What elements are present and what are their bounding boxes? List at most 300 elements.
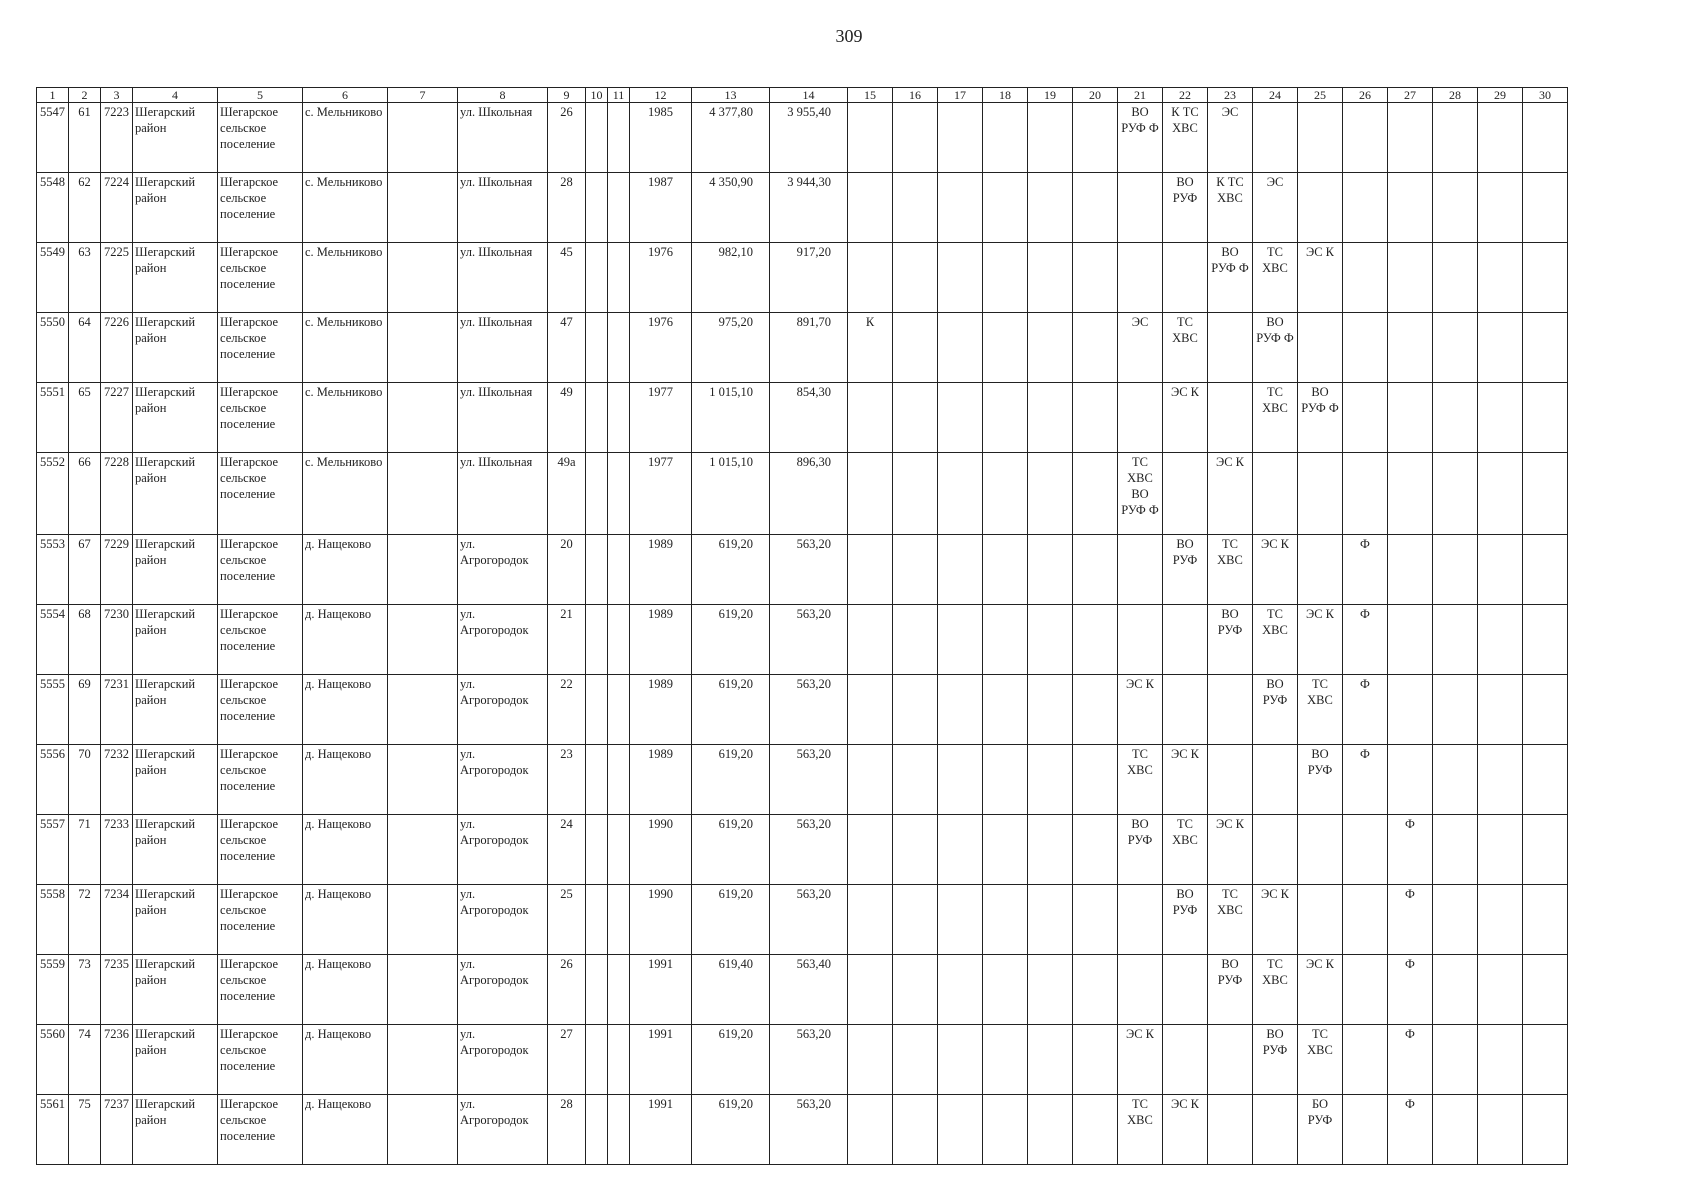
cell-col-11 xyxy=(608,815,630,885)
cell-col-27: Ф xyxy=(1388,885,1433,955)
cell-col-23 xyxy=(1208,1095,1253,1165)
cell-col-8: ул. Агрогородок xyxy=(458,535,548,605)
cell-col-21 xyxy=(1118,605,1163,675)
cell-col-1: 5553 xyxy=(37,535,69,605)
cell-col-12: 1989 xyxy=(630,675,692,745)
cell-col-13: 619,40 xyxy=(692,955,770,1025)
column-header-11: 11 xyxy=(608,88,630,103)
table-row xyxy=(37,173,1568,243)
cell-col-16 xyxy=(893,885,938,955)
cell-col-30 xyxy=(1523,1095,1568,1165)
cell-col-2: 61 xyxy=(69,103,101,173)
cell-col-4: Шегарский район xyxy=(133,1095,218,1165)
cell-col-23: ВО РУФ Ф xyxy=(1208,243,1253,313)
cell-col-26 xyxy=(1343,173,1388,243)
table-row xyxy=(37,745,1568,815)
cell-col-1: 5548 xyxy=(37,173,69,243)
cell-col-24 xyxy=(1253,453,1298,535)
cell-col-20 xyxy=(1073,885,1118,955)
cell-col-21: ЭС К xyxy=(1118,1025,1163,1095)
cell-col-27 xyxy=(1388,173,1433,243)
cell-col-2: 64 xyxy=(69,313,101,383)
cell-col-3: 7233 xyxy=(101,815,133,885)
cell-col-21: ЭС xyxy=(1118,313,1163,383)
cell-col-20 xyxy=(1073,955,1118,1025)
cell-col-17 xyxy=(938,383,983,453)
cell-col-7 xyxy=(388,243,458,313)
cell-col-28 xyxy=(1433,383,1478,453)
cell-col-10 xyxy=(586,1095,608,1165)
cell-col-21: ЭС К xyxy=(1118,675,1163,745)
cell-col-19 xyxy=(1028,1025,1073,1095)
cell-col-3: 7223 xyxy=(101,103,133,173)
cell-col-14: 854,30 xyxy=(770,383,848,453)
cell-col-27 xyxy=(1388,453,1433,535)
cell-col-10 xyxy=(586,313,608,383)
cell-col-13: 1 015,10 xyxy=(692,383,770,453)
cell-col-17 xyxy=(938,453,983,535)
cell-col-19 xyxy=(1028,453,1073,535)
table-row xyxy=(37,815,1568,885)
cell-col-19 xyxy=(1028,745,1073,815)
cell-col-20 xyxy=(1073,605,1118,675)
cell-col-9: 20 xyxy=(548,535,586,605)
cell-col-17 xyxy=(938,605,983,675)
cell-col-26: Ф xyxy=(1343,745,1388,815)
cell-col-16 xyxy=(893,815,938,885)
cell-col-13: 619,20 xyxy=(692,1095,770,1165)
cell-col-1: 5555 xyxy=(37,675,69,745)
cell-col-14: 563,20 xyxy=(770,1025,848,1095)
cell-col-9: 26 xyxy=(548,955,586,1025)
cell-col-27: Ф xyxy=(1388,1025,1433,1095)
cell-col-18 xyxy=(983,955,1028,1025)
cell-col-1: 5559 xyxy=(37,955,69,1025)
cell-col-16 xyxy=(893,535,938,605)
cell-col-9: 27 xyxy=(548,1025,586,1095)
cell-col-24: ВО РУФ xyxy=(1253,1025,1298,1095)
cell-col-13: 619,20 xyxy=(692,745,770,815)
column-header-10: 10 xyxy=(586,88,608,103)
cell-col-23 xyxy=(1208,675,1253,745)
cell-col-29 xyxy=(1478,383,1523,453)
cell-col-26 xyxy=(1343,815,1388,885)
cell-col-29 xyxy=(1478,815,1523,885)
cell-col-17 xyxy=(938,243,983,313)
cell-col-23: ЭС К xyxy=(1208,815,1253,885)
cell-col-2: 67 xyxy=(69,535,101,605)
cell-col-3: 7234 xyxy=(101,885,133,955)
cell-col-4: Шегарский район xyxy=(133,453,218,535)
cell-col-8: ул. Агрогородок xyxy=(458,745,548,815)
cell-col-20 xyxy=(1073,745,1118,815)
cell-col-21 xyxy=(1118,955,1163,1025)
cell-col-30 xyxy=(1523,1025,1568,1095)
cell-col-17 xyxy=(938,675,983,745)
column-header-8: 8 xyxy=(458,88,548,103)
cell-col-3: 7227 xyxy=(101,383,133,453)
cell-col-7 xyxy=(388,885,458,955)
cell-col-26 xyxy=(1343,313,1388,383)
cell-col-19 xyxy=(1028,675,1073,745)
cell-col-17 xyxy=(938,815,983,885)
cell-col-17 xyxy=(938,1095,983,1165)
table-row xyxy=(37,1025,1568,1095)
cell-col-20 xyxy=(1073,1025,1118,1095)
cell-col-1: 5558 xyxy=(37,885,69,955)
cell-col-14: 3 944,30 xyxy=(770,173,848,243)
cell-col-13: 982,10 xyxy=(692,243,770,313)
cell-col-6: с. Мельниково xyxy=(303,103,388,173)
cell-col-21 xyxy=(1118,173,1163,243)
cell-col-6: д. Нащеково xyxy=(303,955,388,1025)
cell-col-24: ЭС xyxy=(1253,173,1298,243)
column-header-2: 2 xyxy=(69,88,101,103)
cell-col-1: 5551 xyxy=(37,383,69,453)
column-header-19: 19 xyxy=(1028,88,1073,103)
cell-col-25: ЭС К xyxy=(1298,243,1343,313)
cell-col-11 xyxy=(608,453,630,535)
cell-col-27 xyxy=(1388,313,1433,383)
cell-col-30 xyxy=(1523,815,1568,885)
cell-col-2: 63 xyxy=(69,243,101,313)
cell-col-5: Шегарское сельское поселение xyxy=(218,453,303,535)
cell-col-6: с. Мельниково xyxy=(303,173,388,243)
cell-col-11 xyxy=(608,955,630,1025)
cell-col-14: 3 955,40 xyxy=(770,103,848,173)
cell-col-15 xyxy=(848,453,893,535)
cell-col-15 xyxy=(848,605,893,675)
cell-col-23: К ТС ХВС xyxy=(1208,173,1253,243)
cell-col-8: ул. Школьная xyxy=(458,173,548,243)
cell-col-15 xyxy=(848,815,893,885)
cell-col-29 xyxy=(1478,453,1523,535)
cell-col-28 xyxy=(1433,815,1478,885)
cell-col-19 xyxy=(1028,605,1073,675)
column-header-17: 17 xyxy=(938,88,983,103)
cell-col-10 xyxy=(586,535,608,605)
cell-col-6: с. Мельниково xyxy=(303,243,388,313)
cell-col-1: 5550 xyxy=(37,313,69,383)
cell-col-18 xyxy=(983,243,1028,313)
cell-col-29 xyxy=(1478,173,1523,243)
cell-col-15 xyxy=(848,745,893,815)
cell-col-7 xyxy=(388,955,458,1025)
cell-col-10 xyxy=(586,103,608,173)
cell-col-30 xyxy=(1523,103,1568,173)
cell-col-28 xyxy=(1433,675,1478,745)
cell-col-3: 7224 xyxy=(101,173,133,243)
cell-col-8: ул. Школьная xyxy=(458,383,548,453)
cell-col-30 xyxy=(1523,955,1568,1025)
cell-col-17 xyxy=(938,313,983,383)
cell-col-6: с. Мельниково xyxy=(303,383,388,453)
cell-col-29 xyxy=(1478,1025,1523,1095)
cell-col-23 xyxy=(1208,313,1253,383)
cell-col-2: 68 xyxy=(69,605,101,675)
cell-col-6: д. Нащеково xyxy=(303,1025,388,1095)
cell-col-25 xyxy=(1298,313,1343,383)
cell-col-10 xyxy=(586,383,608,453)
cell-col-13: 4 377,80 xyxy=(692,103,770,173)
cell-col-5: Шегарское сельское поселение xyxy=(218,955,303,1025)
cell-col-13: 619,20 xyxy=(692,605,770,675)
cell-col-15: К xyxy=(848,313,893,383)
cell-col-5: Шегарское сельское поселение xyxy=(218,815,303,885)
cell-col-27: Ф xyxy=(1388,955,1433,1025)
cell-col-18 xyxy=(983,453,1028,535)
cell-col-12: 1976 xyxy=(630,313,692,383)
cell-col-28 xyxy=(1433,745,1478,815)
cell-col-22 xyxy=(1163,605,1208,675)
cell-col-11 xyxy=(608,383,630,453)
table-row xyxy=(37,313,1568,383)
cell-col-28 xyxy=(1433,243,1478,313)
cell-col-14: 563,20 xyxy=(770,1095,848,1165)
cell-col-20 xyxy=(1073,535,1118,605)
column-header-30: 30 xyxy=(1523,88,1568,103)
cell-col-3: 7231 xyxy=(101,675,133,745)
column-header-20: 20 xyxy=(1073,88,1118,103)
cell-col-7 xyxy=(388,173,458,243)
cell-col-18 xyxy=(983,675,1028,745)
column-header-22: 22 xyxy=(1163,88,1208,103)
cell-col-6: с. Мельниково xyxy=(303,313,388,383)
column-header-27: 27 xyxy=(1388,88,1433,103)
cell-col-19 xyxy=(1028,535,1073,605)
cell-col-12: 1991 xyxy=(630,1025,692,1095)
cell-col-1: 5557 xyxy=(37,815,69,885)
cell-col-24: ТС ХВС xyxy=(1253,383,1298,453)
cell-col-10 xyxy=(586,955,608,1025)
cell-col-8: ул. Агрогородок xyxy=(458,885,548,955)
cell-col-15 xyxy=(848,103,893,173)
cell-col-21 xyxy=(1118,535,1163,605)
column-header-26: 26 xyxy=(1343,88,1388,103)
cell-col-25: ТС ХВС xyxy=(1298,1025,1343,1095)
cell-col-23: ЭС К xyxy=(1208,453,1253,535)
cell-col-11 xyxy=(608,313,630,383)
cell-col-21: ТС ХВС xyxy=(1118,745,1163,815)
cell-col-15 xyxy=(848,885,893,955)
cell-col-23 xyxy=(1208,745,1253,815)
cell-col-26: Ф xyxy=(1343,535,1388,605)
cell-col-25: ВО РУФ xyxy=(1298,745,1343,815)
cell-col-12: 1977 xyxy=(630,453,692,535)
cell-col-18 xyxy=(983,313,1028,383)
cell-col-27 xyxy=(1388,605,1433,675)
table-row xyxy=(37,955,1568,1025)
cell-col-25: ТС ХВС xyxy=(1298,675,1343,745)
cell-col-29 xyxy=(1478,745,1523,815)
cell-col-22: ЭС К xyxy=(1163,383,1208,453)
cell-col-17 xyxy=(938,885,983,955)
column-header-23: 23 xyxy=(1208,88,1253,103)
cell-col-29 xyxy=(1478,243,1523,313)
cell-col-30 xyxy=(1523,535,1568,605)
cell-col-10 xyxy=(586,675,608,745)
cell-col-1: 5549 xyxy=(37,243,69,313)
cell-col-12: 1990 xyxy=(630,815,692,885)
table-body xyxy=(37,103,1568,1165)
cell-col-17 xyxy=(938,535,983,605)
cell-col-8: ул. Агрогородок xyxy=(458,1095,548,1165)
cell-col-2: 72 xyxy=(69,885,101,955)
cell-col-18 xyxy=(983,605,1028,675)
cell-col-15 xyxy=(848,675,893,745)
cell-col-4: Шегарский район xyxy=(133,535,218,605)
cell-col-8: ул. Агрогородок xyxy=(458,1025,548,1095)
cell-col-30 xyxy=(1523,605,1568,675)
cell-col-20 xyxy=(1073,453,1118,535)
table-row xyxy=(37,675,1568,745)
cell-col-2: 71 xyxy=(69,815,101,885)
cell-col-20 xyxy=(1073,103,1118,173)
cell-col-10 xyxy=(586,745,608,815)
cell-col-6: д. Нащеково xyxy=(303,535,388,605)
cell-col-1: 5552 xyxy=(37,453,69,535)
cell-col-7 xyxy=(388,1025,458,1095)
cell-col-3: 7230 xyxy=(101,605,133,675)
cell-col-19 xyxy=(1028,313,1073,383)
cell-col-22 xyxy=(1163,675,1208,745)
cell-col-1: 5556 xyxy=(37,745,69,815)
table-row xyxy=(37,243,1568,313)
cell-col-8: ул. Агрогородок xyxy=(458,815,548,885)
cell-col-11 xyxy=(608,1025,630,1095)
cell-col-7 xyxy=(388,535,458,605)
cell-col-29 xyxy=(1478,313,1523,383)
cell-col-4: Шегарский район xyxy=(133,675,218,745)
column-header-9: 9 xyxy=(548,88,586,103)
cell-col-14: 563,20 xyxy=(770,535,848,605)
cell-col-5: Шегарское сельское поселение xyxy=(218,605,303,675)
cell-col-23: ЭС xyxy=(1208,103,1253,173)
cell-col-12: 1991 xyxy=(630,1095,692,1165)
cell-col-21: ТС ХВС ВО РУФ Ф xyxy=(1118,453,1163,535)
cell-col-26: Ф xyxy=(1343,675,1388,745)
cell-col-10 xyxy=(586,605,608,675)
cell-col-18 xyxy=(983,1095,1028,1165)
cell-col-3: 7228 xyxy=(101,453,133,535)
cell-col-8: ул. Школьная xyxy=(458,103,548,173)
cell-col-19 xyxy=(1028,173,1073,243)
column-header-29: 29 xyxy=(1478,88,1523,103)
cell-col-10 xyxy=(586,173,608,243)
cell-col-24: ВО РУФ xyxy=(1253,675,1298,745)
cell-col-14: 563,20 xyxy=(770,745,848,815)
cell-col-27 xyxy=(1388,535,1433,605)
cell-col-23: ВО РУФ xyxy=(1208,955,1253,1025)
cell-col-10 xyxy=(586,453,608,535)
cell-col-16 xyxy=(893,955,938,1025)
cell-col-24 xyxy=(1253,745,1298,815)
cell-col-23: ТС ХВС xyxy=(1208,535,1253,605)
cell-col-9: 26 xyxy=(548,103,586,173)
cell-col-24 xyxy=(1253,103,1298,173)
cell-col-26 xyxy=(1343,453,1388,535)
cell-col-26 xyxy=(1343,1025,1388,1095)
cell-col-5: Шегарское сельское поселение xyxy=(218,173,303,243)
cell-col-1: 5561 xyxy=(37,1095,69,1165)
cell-col-13: 619,20 xyxy=(692,675,770,745)
column-header-1: 1 xyxy=(37,88,69,103)
cell-col-20 xyxy=(1073,383,1118,453)
cell-col-18 xyxy=(983,535,1028,605)
cell-col-30 xyxy=(1523,675,1568,745)
cell-col-5: Шегарское сельское поселение xyxy=(218,243,303,313)
cell-col-25 xyxy=(1298,453,1343,535)
cell-col-19 xyxy=(1028,243,1073,313)
table-row xyxy=(37,383,1568,453)
cell-col-19 xyxy=(1028,1095,1073,1165)
cell-col-23: ТС ХВС xyxy=(1208,885,1253,955)
cell-col-22: ТС ХВС xyxy=(1163,313,1208,383)
column-header-21: 21 xyxy=(1118,88,1163,103)
cell-col-2: 70 xyxy=(69,745,101,815)
cell-col-29 xyxy=(1478,955,1523,1025)
cell-col-17 xyxy=(938,1025,983,1095)
cell-col-7 xyxy=(388,103,458,173)
cell-col-30 xyxy=(1523,243,1568,313)
cell-col-24: ВО РУФ Ф xyxy=(1253,313,1298,383)
cell-col-21: ВО РУФ Ф xyxy=(1118,103,1163,173)
cell-col-4: Шегарский район xyxy=(133,313,218,383)
column-header-24: 24 xyxy=(1253,88,1298,103)
cell-col-4: Шегарский район xyxy=(133,173,218,243)
cell-col-19 xyxy=(1028,103,1073,173)
cell-col-9: 49а xyxy=(548,453,586,535)
cell-col-22: ВО РУФ xyxy=(1163,885,1208,955)
cell-col-21 xyxy=(1118,243,1163,313)
cell-col-11 xyxy=(608,103,630,173)
cell-col-11 xyxy=(608,1095,630,1165)
cell-col-3: 7237 xyxy=(101,1095,133,1165)
cell-col-7 xyxy=(388,383,458,453)
cell-col-17 xyxy=(938,955,983,1025)
cell-col-9: 28 xyxy=(548,1095,586,1165)
cell-col-24 xyxy=(1253,1095,1298,1165)
column-header-14: 14 xyxy=(770,88,848,103)
column-header-16: 16 xyxy=(893,88,938,103)
cell-col-19 xyxy=(1028,815,1073,885)
cell-col-26 xyxy=(1343,383,1388,453)
cell-col-28 xyxy=(1433,103,1478,173)
table-row xyxy=(37,535,1568,605)
cell-col-22: ВО РУФ xyxy=(1163,535,1208,605)
cell-col-24: ТС ХВС xyxy=(1253,955,1298,1025)
cell-col-25 xyxy=(1298,815,1343,885)
cell-col-9: 28 xyxy=(548,173,586,243)
cell-col-5: Шегарское сельское поселение xyxy=(218,383,303,453)
cell-col-8: ул. Школьная xyxy=(458,313,548,383)
cell-col-15 xyxy=(848,1095,893,1165)
cell-col-28 xyxy=(1433,955,1478,1025)
cell-col-24: ТС ХВС xyxy=(1253,243,1298,313)
cell-col-3: 7235 xyxy=(101,955,133,1025)
cell-col-14: 563,20 xyxy=(770,675,848,745)
cell-col-30 xyxy=(1523,885,1568,955)
cell-col-14: 563,20 xyxy=(770,885,848,955)
cell-col-20 xyxy=(1073,313,1118,383)
cell-col-4: Шегарский район xyxy=(133,885,218,955)
cell-col-22 xyxy=(1163,955,1208,1025)
cell-col-20 xyxy=(1073,815,1118,885)
cell-col-21: ТС ХВС xyxy=(1118,1095,1163,1165)
cell-col-2: 62 xyxy=(69,173,101,243)
cell-col-14: 891,70 xyxy=(770,313,848,383)
cell-col-27 xyxy=(1388,675,1433,745)
